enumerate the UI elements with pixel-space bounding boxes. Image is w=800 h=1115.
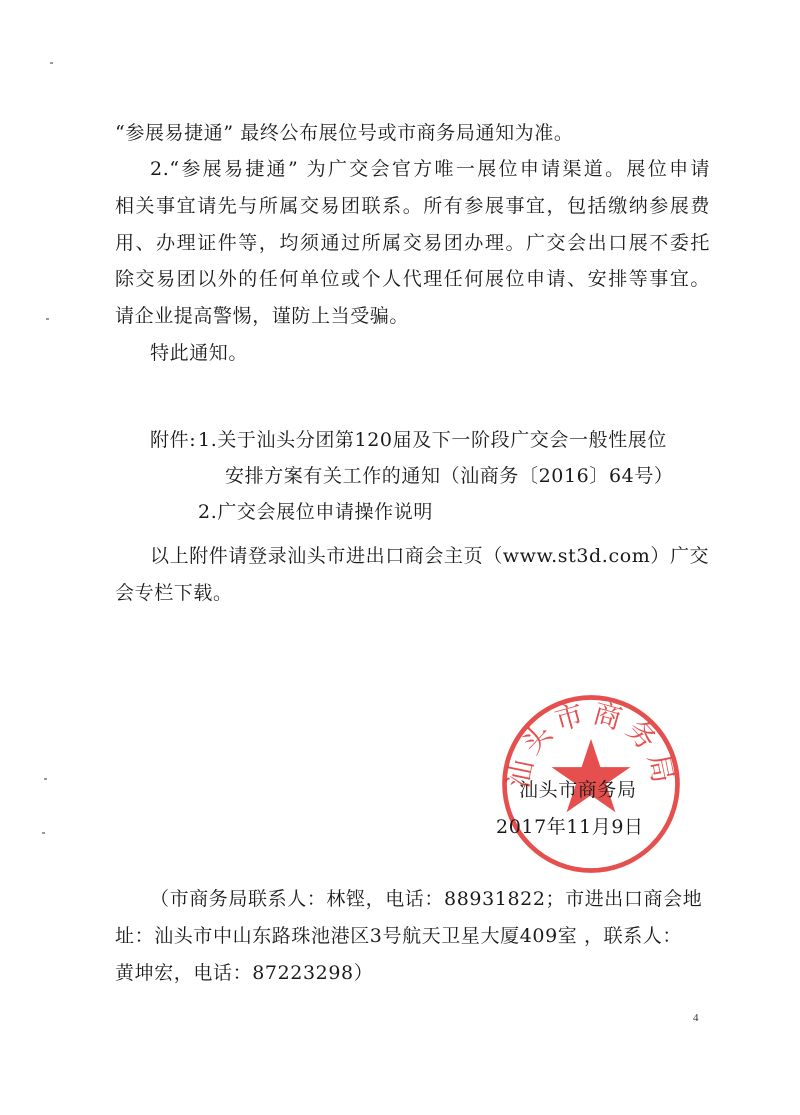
scan-speck <box>42 832 45 834</box>
signature-organization: 汕头市商务局 <box>519 779 637 801</box>
body-line-3: 相关事宜请先与所属交易团联系。所有参展事宜，包括缴纳参展费 <box>115 195 710 217</box>
scan-speck <box>44 778 47 780</box>
body-line-2: 2.“参展易捷通” 为广交会官方唯一展位申请渠道。展位申请 <box>150 158 710 180</box>
contact-line-2: 址：汕头市中山东路珠池港区3号航天卫星大厦409室 ，联系人： <box>115 925 682 947</box>
body-line-1: “参展易捷通” 最终公布展位号或市商务局通知为准。 <box>115 122 574 144</box>
body-line-6: 请企业提高警惕，谨防上当受骗。 <box>115 305 410 327</box>
attachment-1-line-1: 1.关于汕头分团第120届及下一阶段广交会一般性展位 <box>198 429 667 451</box>
closing-line: 特此通知。 <box>150 342 249 364</box>
scan-speck <box>50 62 53 64</box>
attachment-1-line-2: 安排方案有关工作的通知（汕商务〔2016〕64号） <box>225 465 674 487</box>
page-number: 4 <box>693 1012 699 1024</box>
contact-line-3: 黄坤宏，电话：87223298） <box>115 962 374 984</box>
contact-line-1: （市商务局联系人：林铿，电话：88931822；市进出口商会地 <box>150 888 703 910</box>
scan-speck <box>46 318 49 320</box>
body-line-4: 用、办理证件等，均须通过所属交易团办理。广交会出口展不委托 <box>115 232 710 254</box>
download-note-line-2: 会专栏下载。 <box>115 582 233 604</box>
signature-date: 2017年11月9日 <box>496 816 644 838</box>
attachment-label: 附件: <box>150 429 197 451</box>
seal-text: 汕头市商务局 <box>501 696 681 792</box>
attachment-2: 2.广交会展位申请操作说明 <box>198 501 433 523</box>
body-line-5: 除交易团以外的任何单位或个人代理任何展位申请、安排等事宜。 <box>115 268 710 290</box>
download-note-line-1: 以上附件请登录汕头市进出口商会主页（www.st3d.com）广交 <box>150 545 710 567</box>
